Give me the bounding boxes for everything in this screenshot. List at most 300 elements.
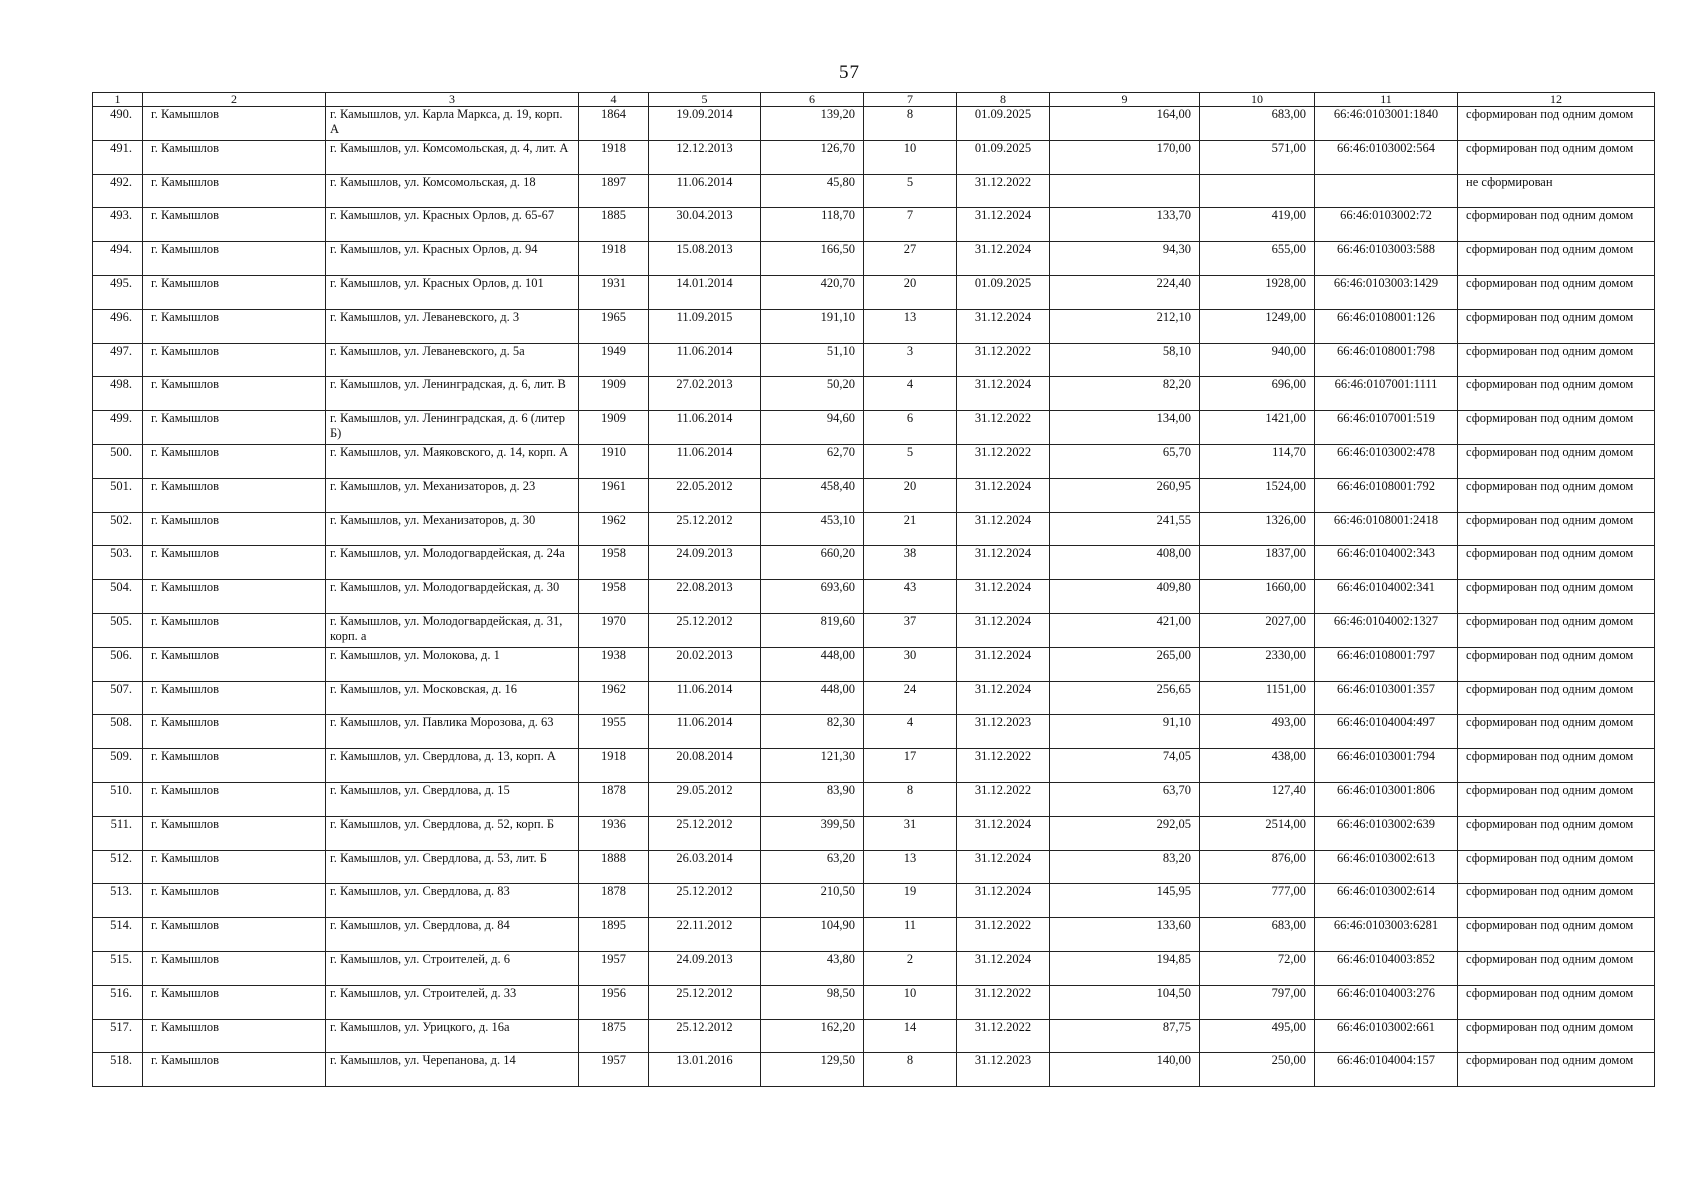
year-built: 1962: [579, 512, 649, 546]
settlement: г. Камышлов: [143, 208, 326, 242]
land-status: сформирован под одним домом: [1458, 884, 1655, 918]
cadastral-number: 66:46:0103001:806: [1315, 782, 1458, 816]
count: 6: [864, 411, 957, 445]
value-10: 777,00: [1200, 884, 1315, 918]
area: 98,50: [761, 985, 864, 1019]
row-number: 491.: [93, 140, 143, 174]
cadastral-number: 66:46:0104002:343: [1315, 546, 1458, 580]
land-status: сформирован под одним домом: [1458, 478, 1655, 512]
value-10: 1151,00: [1200, 681, 1315, 715]
date: 25.12.2012: [649, 613, 761, 647]
count: 2: [864, 951, 957, 985]
value-9: 265,00: [1050, 647, 1200, 681]
land-status: сформирован под одним домом: [1458, 647, 1655, 681]
row-number: 513.: [93, 884, 143, 918]
cadastral-number: 66:46:0104003:276: [1315, 985, 1458, 1019]
date: 11.06.2014: [649, 444, 761, 478]
land-status: сформирован под одним домом: [1458, 1019, 1655, 1053]
date: 22.08.2013: [649, 580, 761, 614]
settlement: г. Камышлов: [143, 444, 326, 478]
count: 3: [864, 343, 957, 377]
deadline: 31.12.2024: [957, 208, 1050, 242]
year-built: 1878: [579, 884, 649, 918]
row-number: 511.: [93, 816, 143, 850]
settlement: г. Камышлов: [143, 918, 326, 952]
area: 94,60: [761, 411, 864, 445]
count: 19: [864, 884, 957, 918]
year-built: 1955: [579, 715, 649, 749]
address: г. Камышлов, ул. Черепанова, д. 14: [326, 1053, 579, 1087]
value-10: 1326,00: [1200, 512, 1315, 546]
count: 14: [864, 1019, 957, 1053]
cadastral-number: 66:46:0104002:341: [1315, 580, 1458, 614]
housing-table: [92, 92, 1655, 1087]
row-number: 496.: [93, 309, 143, 343]
cadastral-number: 66:46:0103002:661: [1315, 1019, 1458, 1053]
value-10: 493,00: [1200, 715, 1315, 749]
land-status: сформирован под одним домом: [1458, 140, 1655, 174]
value-9: 82,20: [1050, 377, 1200, 411]
value-9: 133,70: [1050, 208, 1200, 242]
count: 30: [864, 647, 957, 681]
year-built: 1878: [579, 782, 649, 816]
address: г. Камышлов, ул. Красных Орлов, д. 65-67: [326, 208, 579, 242]
count: 43: [864, 580, 957, 614]
cadastral-number: 66:46:0103001:357: [1315, 681, 1458, 715]
land-status: сформирован под одним домом: [1458, 816, 1655, 850]
land-status: сформирован под одним домом: [1458, 107, 1655, 141]
cadastral-number: 66:46:0108001:792: [1315, 478, 1458, 512]
table-body: [93, 107, 1655, 1087]
value-10: 2330,00: [1200, 647, 1315, 681]
count: 27: [864, 242, 957, 276]
land-status: сформирован под одним домом: [1458, 1053, 1655, 1087]
land-status: сформирован под одним домом: [1458, 613, 1655, 647]
deadline: 31.12.2024: [957, 580, 1050, 614]
value-9: [1050, 174, 1200, 208]
deadline: 31.12.2024: [957, 951, 1050, 985]
year-built: 1864: [579, 107, 649, 141]
row-number: 493.: [93, 208, 143, 242]
settlement: г. Камышлов: [143, 1019, 326, 1053]
address: г. Камышлов, ул. Строителей, д. 33: [326, 985, 579, 1019]
land-status: сформирован под одним домом: [1458, 377, 1655, 411]
year-built: 1962: [579, 681, 649, 715]
year-built: 1949: [579, 343, 649, 377]
date: 11.06.2014: [649, 411, 761, 445]
date: 11.06.2014: [649, 174, 761, 208]
cadastral-number: 66:46:0103002:639: [1315, 816, 1458, 850]
value-10: 495,00: [1200, 1019, 1315, 1053]
area: 819,60: [761, 613, 864, 647]
row-number: 492.: [93, 174, 143, 208]
row-number: 515.: [93, 951, 143, 985]
address: г. Камышлов, ул. Ленинградская, д. 6, лит. В: [326, 377, 579, 411]
area: 458,40: [761, 478, 864, 512]
deadline: 31.12.2022: [957, 1019, 1050, 1053]
value-9: 74,05: [1050, 749, 1200, 783]
row-number: 518.: [93, 1053, 143, 1087]
value-9: 164,00: [1050, 107, 1200, 141]
deadline: 31.12.2024: [957, 478, 1050, 512]
settlement: г. Камышлов: [143, 884, 326, 918]
date: 15.08.2013: [649, 242, 761, 276]
area: 62,70: [761, 444, 864, 478]
address: г. Камышлов, ул. Комсомольская, д. 4, лит. А: [326, 140, 579, 174]
value-9: 409,80: [1050, 580, 1200, 614]
row-number: 510.: [93, 782, 143, 816]
cadastral-number: 66:46:0103002:72: [1315, 208, 1458, 242]
year-built: 1936: [579, 816, 649, 850]
settlement: г. Камышлов: [143, 951, 326, 985]
deadline: 31.12.2024: [957, 884, 1050, 918]
table-row: [93, 208, 1655, 242]
settlement: г. Камышлов: [143, 782, 326, 816]
table-row: [93, 512, 1655, 546]
row-number: 509.: [93, 749, 143, 783]
deadline: 01.09.2025: [957, 140, 1050, 174]
settlement: г. Камышлов: [143, 343, 326, 377]
year-built: 1957: [579, 1053, 649, 1087]
year-built: 1961: [579, 478, 649, 512]
year-built: 1897: [579, 174, 649, 208]
row-number: 502.: [93, 512, 143, 546]
address: г. Камышлов, ул. Свердлова, д. 83: [326, 884, 579, 918]
address: г. Камышлов, ул. Свердлова, д. 52, корп. Б: [326, 816, 579, 850]
cadastral-number: 66:46:0103001:1840: [1315, 107, 1458, 141]
value-9: 241,55: [1050, 512, 1200, 546]
land-status: сформирован под одним домом: [1458, 444, 1655, 478]
land-status: сформирован под одним домом: [1458, 546, 1655, 580]
count: 11: [864, 918, 957, 952]
area: 448,00: [761, 681, 864, 715]
area: 448,00: [761, 647, 864, 681]
value-9: 91,10: [1050, 715, 1200, 749]
area: 121,30: [761, 749, 864, 783]
count: 10: [864, 140, 957, 174]
table-row: [93, 613, 1655, 647]
address: г. Камышлов, ул. Молодогвардейская, д. 31, корп. а: [326, 613, 579, 647]
table-row: [93, 242, 1655, 276]
row-number: 494.: [93, 242, 143, 276]
settlement: г. Камышлов: [143, 478, 326, 512]
value-9: 145,95: [1050, 884, 1200, 918]
value-9: 133,60: [1050, 918, 1200, 952]
value-9: 212,10: [1050, 309, 1200, 343]
year-built: 1918: [579, 749, 649, 783]
date: 11.09.2015: [649, 309, 761, 343]
row-number: 504.: [93, 580, 143, 614]
cadastral-number: 66:46:0108001:2418: [1315, 512, 1458, 546]
deadline: 31.12.2023: [957, 1053, 1050, 1087]
table-row: [93, 782, 1655, 816]
area: 139,20: [761, 107, 864, 141]
cadastral-number: 66:46:0103002:614: [1315, 884, 1458, 918]
count: 10: [864, 985, 957, 1019]
address: г. Камышлов, ул. Красных Орлов, д. 94: [326, 242, 579, 276]
settlement: г. Камышлов: [143, 377, 326, 411]
address: г. Камышлов, ул. Молокова, д. 1: [326, 647, 579, 681]
table-row: [93, 107, 1655, 141]
settlement: г. Камышлов: [143, 985, 326, 1019]
date: 25.12.2012: [649, 512, 761, 546]
address: г. Камышлов, ул. Леваневского, д. 3: [326, 309, 579, 343]
date: 25.12.2012: [649, 1019, 761, 1053]
date: 20.02.2013: [649, 647, 761, 681]
land-status: сформирован под одним домом: [1458, 208, 1655, 242]
value-9: 63,70: [1050, 782, 1200, 816]
row-number: 505.: [93, 613, 143, 647]
area: 63,20: [761, 850, 864, 884]
date: 11.06.2014: [649, 681, 761, 715]
address: г. Камышлов, ул. Урицкого, д. 16а: [326, 1019, 579, 1053]
value-10: 1660,00: [1200, 580, 1315, 614]
table-row: [93, 816, 1655, 850]
date: 27.02.2013: [649, 377, 761, 411]
value-10: 696,00: [1200, 377, 1315, 411]
value-9: 104,50: [1050, 985, 1200, 1019]
address: г. Камышлов, ул. Красных Орлов, д. 101: [326, 275, 579, 309]
date: 22.05.2012: [649, 478, 761, 512]
area: 104,90: [761, 918, 864, 952]
count: 21: [864, 512, 957, 546]
deadline: 31.12.2022: [957, 444, 1050, 478]
deadline: 31.12.2024: [957, 647, 1050, 681]
table-row: [93, 580, 1655, 614]
deadline: 31.12.2022: [957, 343, 1050, 377]
column-header-11: 11: [1315, 93, 1458, 107]
area: 693,60: [761, 580, 864, 614]
area: 43,80: [761, 951, 864, 985]
address: г. Камышлов, ул. Московская, д. 16: [326, 681, 579, 715]
date: 20.08.2014: [649, 749, 761, 783]
value-9: 83,20: [1050, 850, 1200, 884]
address: г. Камышлов, ул. Механизаторов, д. 23: [326, 478, 579, 512]
land-status: сформирован под одним домом: [1458, 850, 1655, 884]
settlement: г. Камышлов: [143, 140, 326, 174]
area: 126,70: [761, 140, 864, 174]
row-number: 495.: [93, 275, 143, 309]
value-10: [1200, 174, 1315, 208]
column-header-5: 5: [649, 93, 761, 107]
value-10: 127,40: [1200, 782, 1315, 816]
table-row: [93, 444, 1655, 478]
address: г. Камышлов, ул. Молодогвардейская, д. 24а: [326, 546, 579, 580]
date: 11.06.2014: [649, 343, 761, 377]
table-row: [93, 174, 1655, 208]
table-header: [93, 93, 1655, 107]
value-10: 1524,00: [1200, 478, 1315, 512]
year-built: 1909: [579, 411, 649, 445]
date: 22.11.2012: [649, 918, 761, 952]
settlement: г. Камышлов: [143, 512, 326, 546]
land-status: сформирован под одним домом: [1458, 681, 1655, 715]
value-9: 65,70: [1050, 444, 1200, 478]
land-status: сформирован под одним домом: [1458, 985, 1655, 1019]
address: г. Камышлов, ул. Свердлова, д. 13, корп. А: [326, 749, 579, 783]
table-row: [93, 309, 1655, 343]
value-10: 1837,00: [1200, 546, 1315, 580]
column-header-3: 3: [326, 93, 579, 107]
row-number: 516.: [93, 985, 143, 1019]
value-10: 655,00: [1200, 242, 1315, 276]
value-10: 1421,00: [1200, 411, 1315, 445]
area: 118,70: [761, 208, 864, 242]
year-built: 1958: [579, 580, 649, 614]
count: 4: [864, 377, 957, 411]
count: 20: [864, 275, 957, 309]
row-number: 497.: [93, 343, 143, 377]
year-built: 1909: [579, 377, 649, 411]
header-row: [93, 93, 1655, 107]
area: 129,50: [761, 1053, 864, 1087]
value-10: 571,00: [1200, 140, 1315, 174]
date: 11.06.2014: [649, 715, 761, 749]
deadline: 31.12.2024: [957, 546, 1050, 580]
table-row: [93, 681, 1655, 715]
table-row: [93, 343, 1655, 377]
settlement: г. Камышлов: [143, 681, 326, 715]
land-status: не сформирован: [1458, 174, 1655, 208]
land-status: сформирован под одним домом: [1458, 411, 1655, 445]
cadastral-number: 66:46:0108001:126: [1315, 309, 1458, 343]
cadastral-number: 66:46:0104004:157: [1315, 1053, 1458, 1087]
address: г. Камышлов, ул. Молодогвардейская, д. 30: [326, 580, 579, 614]
cadastral-number: [1315, 174, 1458, 208]
count: 5: [864, 174, 957, 208]
date: 30.04.2013: [649, 208, 761, 242]
value-10: 876,00: [1200, 850, 1315, 884]
date: 13.01.2016: [649, 1053, 761, 1087]
cadastral-number: 66:46:0103003:6281: [1315, 918, 1458, 952]
table-row: [93, 377, 1655, 411]
row-number: 498.: [93, 377, 143, 411]
year-built: 1958: [579, 546, 649, 580]
settlement: г. Камышлов: [143, 816, 326, 850]
year-built: 1910: [579, 444, 649, 478]
area: 162,20: [761, 1019, 864, 1053]
year-built: 1875: [579, 1019, 649, 1053]
table-row: [93, 1053, 1655, 1087]
row-number: 500.: [93, 444, 143, 478]
year-built: 1931: [579, 275, 649, 309]
deadline: 31.12.2024: [957, 377, 1050, 411]
value-10: 250,00: [1200, 1053, 1315, 1087]
row-number: 512.: [93, 850, 143, 884]
cadastral-number: 66:46:0107001:519: [1315, 411, 1458, 445]
address: г. Камышлов, ул. Свердлова, д. 53, лит. Б: [326, 850, 579, 884]
area: 210,50: [761, 884, 864, 918]
page-number: 57: [839, 62, 860, 83]
value-10: 1249,00: [1200, 309, 1315, 343]
date: 19.09.2014: [649, 107, 761, 141]
value-9: 58,10: [1050, 343, 1200, 377]
table-row: [93, 884, 1655, 918]
year-built: 1970: [579, 613, 649, 647]
table-row: [93, 951, 1655, 985]
deadline: 31.12.2022: [957, 749, 1050, 783]
column-header-9: 9: [1050, 93, 1200, 107]
year-built: 1918: [579, 242, 649, 276]
count: 17: [864, 749, 957, 783]
value-9: 94,30: [1050, 242, 1200, 276]
deadline: 31.12.2023: [957, 715, 1050, 749]
cadastral-number: 66:46:0104002:1327: [1315, 613, 1458, 647]
area: 191,10: [761, 309, 864, 343]
year-built: 1956: [579, 985, 649, 1019]
count: 38: [864, 546, 957, 580]
value-10: 114,70: [1200, 444, 1315, 478]
table-row: [93, 275, 1655, 309]
area: 453,10: [761, 512, 864, 546]
settlement: г. Камышлов: [143, 107, 326, 141]
settlement: г. Камышлов: [143, 647, 326, 681]
address: г. Камышлов, ул. Строителей, д. 6: [326, 951, 579, 985]
settlement: г. Камышлов: [143, 242, 326, 276]
address: г. Камышлов, ул. Комсомольская, д. 18: [326, 174, 579, 208]
value-9: 260,95: [1050, 478, 1200, 512]
column-header-2: 2: [143, 93, 326, 107]
cadastral-number: 66:46:0103003:588: [1315, 242, 1458, 276]
date: 24.09.2013: [649, 546, 761, 580]
settlement: г. Камышлов: [143, 749, 326, 783]
year-built: 1938: [579, 647, 649, 681]
date: 12.12.2013: [649, 140, 761, 174]
table-row: [93, 411, 1655, 445]
row-number: 506.: [93, 647, 143, 681]
deadline: 31.12.2022: [957, 782, 1050, 816]
date: 25.12.2012: [649, 884, 761, 918]
row-number: 499.: [93, 411, 143, 445]
count: 13: [864, 309, 957, 343]
land-status: сформирован под одним домом: [1458, 951, 1655, 985]
area: 660,20: [761, 546, 864, 580]
area: 45,80: [761, 174, 864, 208]
settlement: г. Камышлов: [143, 850, 326, 884]
table-row: [93, 850, 1655, 884]
settlement: г. Камышлов: [143, 411, 326, 445]
row-number: 508.: [93, 715, 143, 749]
value-10: 72,00: [1200, 951, 1315, 985]
deadline: 31.12.2024: [957, 309, 1050, 343]
address: г. Камышлов, ул. Леваневского, д. 5а: [326, 343, 579, 377]
address: г. Камышлов, ул. Механизаторов, д. 30: [326, 512, 579, 546]
cadastral-number: 66:46:0104004:497: [1315, 715, 1458, 749]
address: г. Камышлов, ул. Маяковского, д. 14, корп. А: [326, 444, 579, 478]
land-status: сформирован под одним домом: [1458, 782, 1655, 816]
table-row: [93, 715, 1655, 749]
count: 31: [864, 816, 957, 850]
settlement: г. Камышлов: [143, 309, 326, 343]
value-9: 421,00: [1050, 613, 1200, 647]
column-header-8: 8: [957, 93, 1050, 107]
date: 26.03.2014: [649, 850, 761, 884]
value-10: 438,00: [1200, 749, 1315, 783]
column-header-1: 1: [93, 93, 143, 107]
area: 82,30: [761, 715, 864, 749]
table-row: [93, 918, 1655, 952]
deadline: 31.12.2022: [957, 985, 1050, 1019]
cadastral-number: 66:46:0103002:564: [1315, 140, 1458, 174]
cadastral-number: 66:46:0104003:852: [1315, 951, 1458, 985]
count: 37: [864, 613, 957, 647]
count: 8: [864, 1053, 957, 1087]
value-10: 1928,00: [1200, 275, 1315, 309]
address: г. Камышлов, ул. Ленинградская, д. 6 (литер Б): [326, 411, 579, 445]
deadline: 31.12.2022: [957, 918, 1050, 952]
table-row: [93, 478, 1655, 512]
address: г. Камышлов, ул. Карла Маркса, д. 19, корп. А: [326, 107, 579, 141]
